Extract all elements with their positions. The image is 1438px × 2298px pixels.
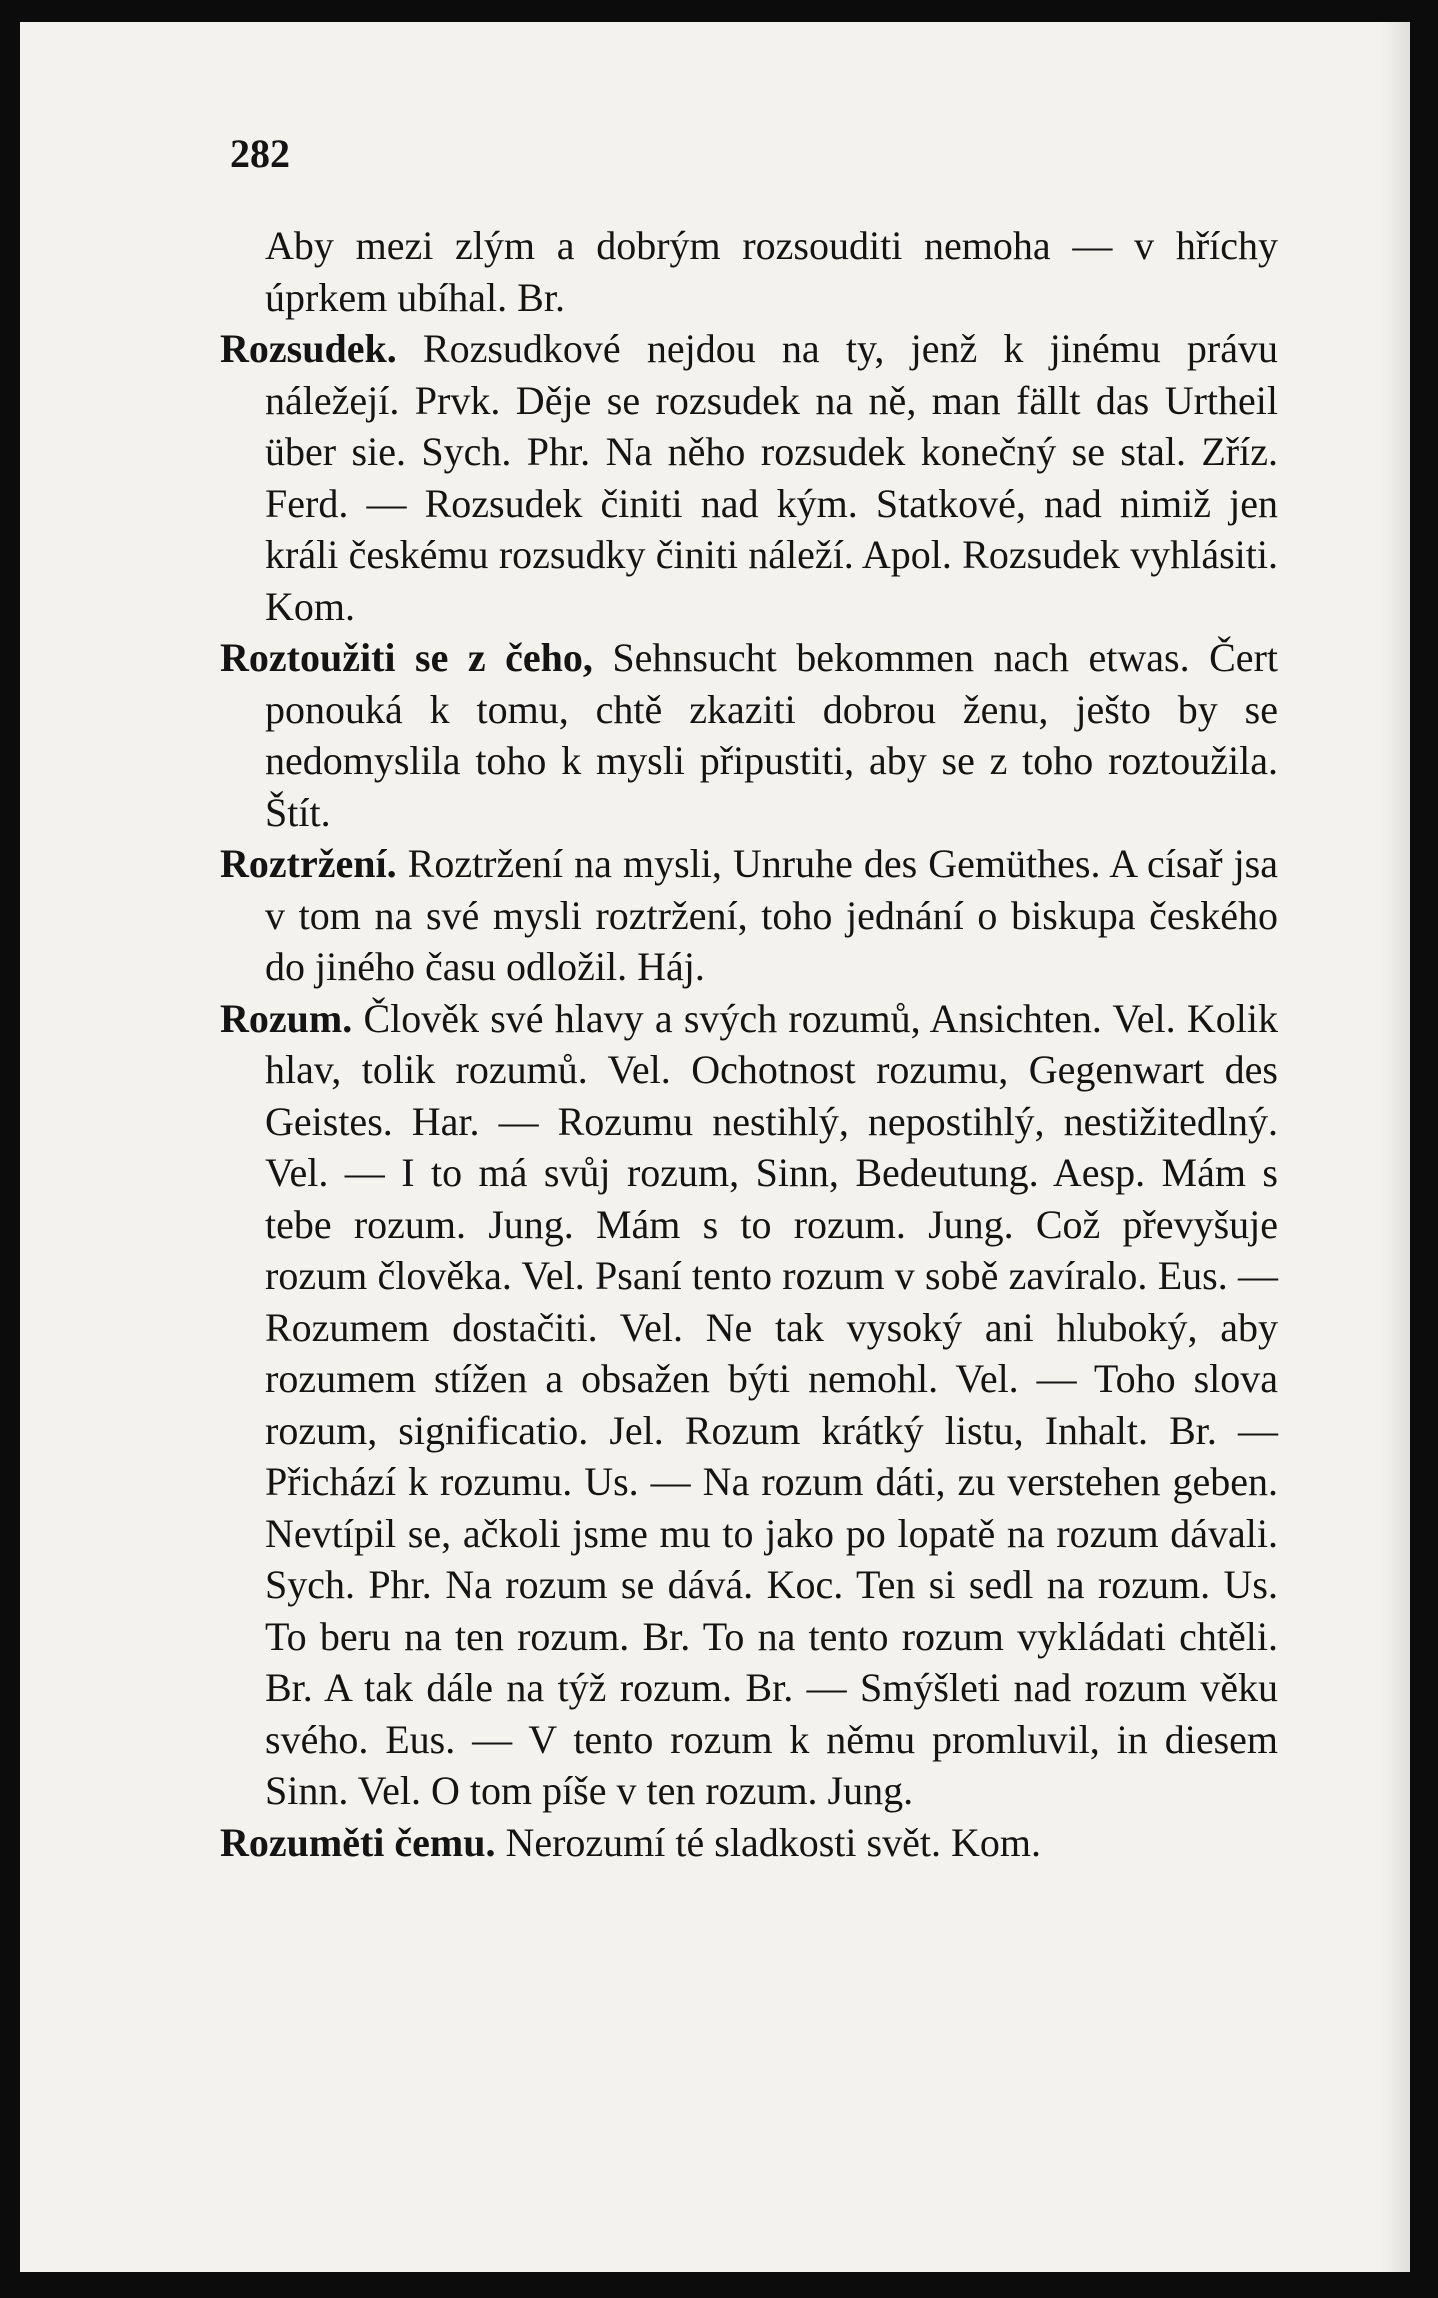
dictionary-text <box>220 220 1278 1868</box>
entry-text: Aby mezi zlým a dobrým rozsouditi nemoha — v hříchy úprkem ubíhal. Br. <box>265 223 1278 320</box>
entry-text: Nerozumí té sladkosti svět. Kom. <box>495 1819 1041 1865</box>
page-number: 282 <box>230 131 290 176</box>
entry-text: Rozsudkové nejdou na ty, jenž k jinému právu náležejí. Prvk. Děje se rozsudek na ně, man fällt das Urtheil über sie. Sych. Phr. Na něho rozsudek konečný se stal. Zříz. Ferd. — Rozsudek činiti nad kým. Statkové, nad nimiž jen králi českému rozsudky činiti náleží. Apol. Rozsudek vyhlásiti. Kom. <box>265 326 1278 629</box>
entry-headword: Roztoužiti se z čeho, <box>220 635 593 680</box>
dictionary-entry-roztouziti <box>220 632 1278 838</box>
entry-text: Sehnsucht bekommen nach etwas. Čert ponouká k tomu, chtě zkaziti dobrou ženu, ješto by se nedomyslila toho k mysli připustiti, aby se z toho roztoužila. Štít. <box>265 635 1278 835</box>
dictionary-entry-roztrzeni <box>220 838 1278 993</box>
page-edge-shadow <box>1380 22 1410 2272</box>
entry-headword: Rozum. <box>220 995 353 1041</box>
entry-text: Roztržení na mysli, Unruhe des Gemüthes. A císař jsa v tom na své mysli roztržení, toho jednání o biskupa českého do jiného času odložil. Háj. <box>265 841 1278 989</box>
entry-headword: Rozuměti čemu. <box>220 1819 496 1865</box>
entry-headword: Rozsudek. <box>220 326 397 371</box>
dictionary-entry-rozsudek <box>220 323 1278 632</box>
dictionary-entry-continuation <box>220 220 1278 323</box>
dictionary-entry-rozumeti <box>220 1817 1278 1869</box>
entry-headword: Roztržení. <box>220 841 397 886</box>
dictionary-entry-rozum <box>220 993 1278 1817</box>
book-page <box>20 22 1410 2272</box>
entry-text: Člověk své hlavy a svých rozumů, Ansichten. Vel. Kolik hlav, tolik rozumů. Vel. Ochotnost rozumu, Gegenwart des Geistes. Har. — Rozumu nestihlý, nepostihlý, nestižitedlný. Vel. — I to má svůj rozum, Sinn, Bedeutung. Aesp. Mám s tebe rozum. Jung. Mám s to rozum. Jung. Což převyšuje rozum člověka. Vel. Psaní tento rozum v sobě zavíralo. Eus. — Rozumem dostačiti. Vel. Ne tak vysoký ani hluboký, aby rozumem stížen a obsažen býti nemohl. Vel. — Toho slova rozum, significatio. Jel. Rozum krátký listu, Inhalt. Br. — Přichází k rozumu. Us. — Na rozum dáti, zu verstehen geben. Nevtípil se, ačkoli jsme mu to jako po lopatě na rozum dávali. Sych. Phr. Na rozum se dává. Koc. Ten si sedl na rozum. Us. To beru na ten rozum. Br. To na tento rozum vykládati chtěli. Br. A tak dále na týž rozum. Br. — Smýšleti nad rozum věku svého. Eus. — V tento rozum k němu promluvil, in diesem Sinn. Vel. O tom píše v ten rozum. Jung. <box>265 995 1278 1813</box>
